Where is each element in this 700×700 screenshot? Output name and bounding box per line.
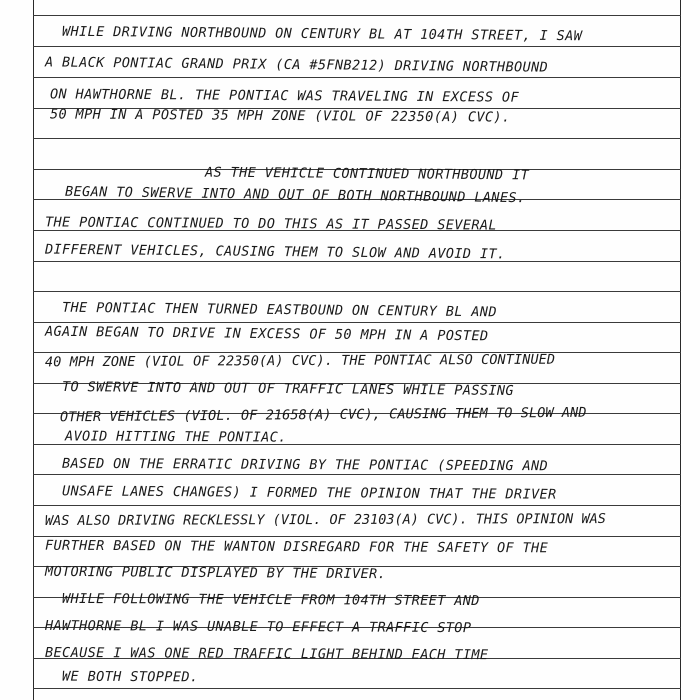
narrative-line: UNSAFE LANES CHANGES) I FORMED THE OPINION THAT THE DRIVER — [61, 483, 557, 503]
ruled-line — [33, 138, 681, 139]
narrative-line: HAWTHORNE BL I WAS UNABLE TO EFFECT A TRAFFIC STOP — [44, 617, 472, 637]
narrative-line: FURTHER BASED ON THE WANTON DISREGARD FOR THE SAFETY OF THE — [44, 537, 549, 557]
narrative-line: AS THE VEHICLE CONTINUED NORTHBOUND IT — [204, 164, 530, 184]
narrative-line: 50 MPH IN A POSTED 35 MPH ZONE (VIOL OF 22350(A) CVC). — [49, 106, 511, 126]
narrative-line: BECAUSE I WAS ONE RED TRAFFIC LIGHT BEHIND EACH TIME — [44, 644, 489, 664]
ruled-line — [33, 688, 681, 689]
narrative-line: OTHER VEHICLES (VIOL. OF 21658(A) CVC), CAUSING THEM TO SLOW AND — [59, 404, 587, 426]
narrative-line: AVOID HITTING THE PONTIAC. — [64, 428, 287, 446]
narrative-line: WE BOTH STOPPED. — [61, 668, 199, 686]
narrative-line: BEGAN TO SWERVE INTO AND OUT OF BOTH NORTHBOUND LANES. — [64, 183, 526, 207]
ruled-line — [33, 46, 681, 47]
ruled-line — [33, 15, 681, 16]
narrative-line: BASED ON THE ERRATIC DRIVING BY THE PONTIAC (SPEEDING AND — [61, 455, 549, 475]
narrative-line: ON HAWTHORNE BL. THE PONTIAC WAS TRAVELING IN EXCESS OF — [49, 86, 520, 106]
narrative-line: WHILE DRIVING NORTHBOUND ON CENTURY BL AT 104TH STREET, I SAW — [61, 23, 583, 45]
ruled-line — [33, 77, 681, 78]
narrative-line: WHILE FOLLOWING THE VEHICLE FROM 104TH STREET AND — [61, 590, 480, 610]
right-margin-line — [680, 0, 681, 700]
narrative-line: DIFFERENT VEHICLES, CAUSING THEM TO SLOW AND AVOID IT. — [44, 241, 506, 263]
narrative-line: 40 MPH ZONE (VIOL OF 22350(A) CVC). THE PONTIAC ALSO CONTINUED — [44, 351, 556, 371]
narrative-line: THE PONTIAC CONTINUED TO DO THIS AS IT PASSED SEVERAL — [44, 214, 498, 234]
narrative-line: TO SWERVE INTO AND OUT OF TRAFFIC LANES WHILE PASSING — [61, 379, 515, 399]
left-margin-line — [33, 0, 34, 700]
narrative-line: AGAIN BEGAN TO DRIVE IN EXCESS OF 50 MPH IN A POSTED — [44, 323, 489, 345]
narrative-line: THE PONTIAC THEN TURNED EASTBOUND ON CENTURY BL AND — [61, 299, 497, 321]
ruled-line — [33, 291, 681, 292]
ruled-line — [33, 505, 681, 506]
narrative-line: MOTORING PUBLIC DISPLAYED BY THE DRIVER. — [44, 563, 387, 583]
narrative-line: WAS ALSO DRIVING RECKLESSLY (VIOL. OF 23103(A) CVC). THIS OPINION WAS — [44, 511, 606, 529]
narrative-line: A BLACK PONTIAC GRAND PRIX (CA #5FNB212) DRIVING NORTHBOUND — [44, 54, 549, 76]
